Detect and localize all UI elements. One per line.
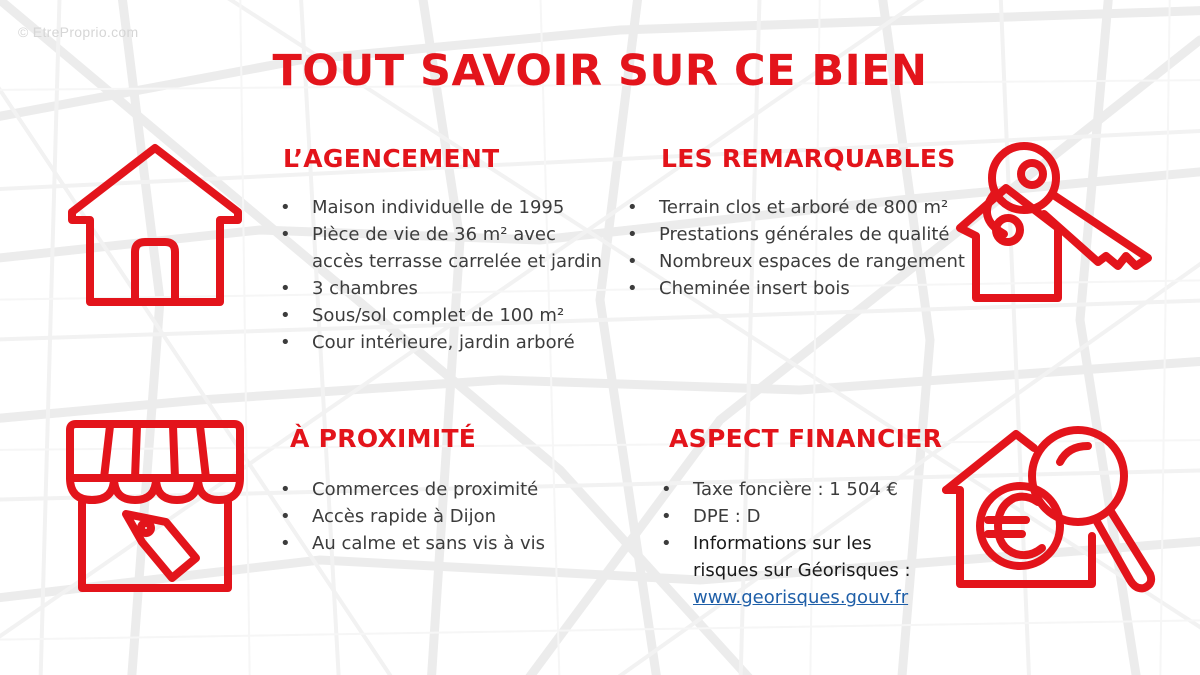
list-item-text: accès terrasse carrelée et jardin bbox=[312, 251, 602, 272]
list-item: • Commerces de proximité bbox=[280, 476, 545, 503]
list-item: • Informations sur les bbox=[661, 530, 911, 557]
list-item: • DPE : D bbox=[661, 503, 911, 530]
section-heading-proximite: À PROXIMITÉ bbox=[290, 424, 477, 453]
georisques-link[interactable]: www.georisques.gouv.fr bbox=[693, 587, 909, 608]
list-item: • Terrain clos et arboré de 800 m² bbox=[627, 194, 965, 221]
section-heading-agencement: L’AGENCEMENT bbox=[283, 144, 500, 173]
page-title: TOUT SAVOIR SUR CE BIEN bbox=[272, 46, 928, 96]
keys-house-icon bbox=[948, 138, 1154, 310]
section-heading-financier: ASPECT FINANCIER bbox=[669, 424, 943, 453]
list-item-continuation bbox=[280, 248, 602, 275]
list-item: • Prestations générales de qualité bbox=[627, 221, 965, 248]
financier-list bbox=[661, 476, 911, 611]
proximite-list bbox=[280, 476, 545, 557]
house-icon bbox=[62, 140, 248, 308]
list-item: • Nombreux espaces de rangement bbox=[627, 248, 965, 275]
list-item: • Au calme et sans vis à vis bbox=[280, 530, 545, 557]
shop-tag-icon bbox=[62, 418, 248, 594]
list-item: • Cour intérieure, jardin arboré bbox=[280, 329, 602, 356]
list-item-continuation bbox=[661, 557, 911, 584]
agencement-list bbox=[280, 194, 602, 356]
list-item-text: risques sur Géorisques : bbox=[693, 560, 911, 581]
list-item: • Accès rapide à Dijon bbox=[280, 503, 545, 530]
watermark: © EtreProprio.com bbox=[18, 24, 139, 40]
list-item: • Taxe foncière : 1 504 € bbox=[661, 476, 911, 503]
list-item: • Pièce de vie de 36 m² avec bbox=[280, 221, 602, 248]
list-item: • Cheminée insert bois bbox=[627, 275, 965, 302]
list-item: • 3 chambres bbox=[280, 275, 602, 302]
remarquables-list bbox=[627, 194, 965, 302]
list-item: • Maison individuelle de 1995 bbox=[280, 194, 602, 221]
house-euro-magnifier-icon bbox=[938, 416, 1162, 596]
list-item-continuation bbox=[661, 584, 911, 611]
list-item: • Sous/sol complet de 100 m² bbox=[280, 302, 602, 329]
section-heading-remarquables: LES REMARQUABLES bbox=[661, 144, 956, 173]
